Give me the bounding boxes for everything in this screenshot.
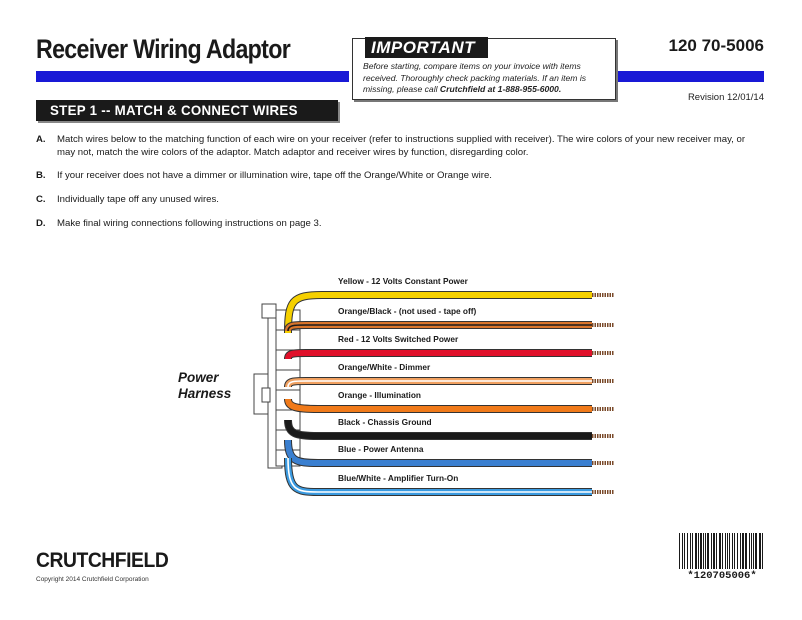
important-phone: Crutchfield at 1-888-955-6000. <box>439 84 562 94</box>
barcode-bar <box>734 533 735 569</box>
wire <box>288 399 592 409</box>
wire-label: Black - Chassis Ground <box>338 417 432 427</box>
barcode-bar <box>727 533 728 569</box>
important-label: IMPORTANT <box>365 37 488 58</box>
barcode-bar <box>692 533 693 569</box>
copyright: Copyright 2014 Crutchfield Corporation <box>36 576 149 583</box>
step-title: STEP 1 -- MATCH & CONNECT WIRES <box>50 102 298 118</box>
barcode-bar <box>762 533 763 569</box>
barcode <box>679 533 765 569</box>
instruction-letter: C. <box>36 194 46 205</box>
document-title: Receiver Wiring Adaptor <box>36 34 291 64</box>
instruction-text: If your receiver does not have a dimmer or illumination wire, tape off the Orange/White or Orange wire. <box>57 170 492 181</box>
wires <box>288 276 614 492</box>
barcode-bar <box>682 533 683 569</box>
revision-date: Revision 12/01/14 <box>687 92 764 103</box>
wire-label: Orange/White - Dimmer <box>338 362 431 372</box>
barcode-bar <box>759 533 761 569</box>
instruction-letter: A. <box>36 134 46 145</box>
barcode-bar <box>716 533 717 569</box>
wire-label: Orange - Illumination <box>338 390 421 400</box>
important-text-plain: Before starting, compare items on your invoice with items received. Thoroughly check packing materials. If an item is missing, please call <box>363 61 587 94</box>
barcode-bar <box>703 533 704 569</box>
wire <box>288 325 592 331</box>
barcode-bar <box>705 533 706 569</box>
wire-label: Orange/Black - (not used - tape off) <box>338 306 477 316</box>
wire <box>288 353 592 359</box>
barcode-bar <box>707 533 709 569</box>
barcode-bar <box>690 533 691 569</box>
barcode-bar <box>732 533 733 569</box>
crutchfield-logo: CRUTCHFIELD <box>36 549 169 572</box>
barcode-bar <box>725 533 726 569</box>
barcode-bar <box>719 533 721 569</box>
instruction-text: Individually tape off any unused wires. <box>57 194 219 205</box>
barcode-bar <box>700 533 702 569</box>
instruction-letter: D. <box>36 218 46 229</box>
wire-label: Red - 12 Volts Switched Power <box>338 334 459 344</box>
wire-outline <box>288 440 592 463</box>
barcode-bar <box>722 533 723 569</box>
barcode-bar <box>749 533 750 569</box>
barcode-bar <box>711 533 712 569</box>
barcode-bar <box>745 533 747 569</box>
barcode-bar <box>713 533 715 569</box>
barcode-bar <box>751 533 752 569</box>
wire <box>288 381 592 387</box>
barcode-text: *120705006* <box>687 570 757 582</box>
wire <box>288 420 592 436</box>
barcode-bar <box>755 533 757 569</box>
harness-label-line2: Harness <box>178 386 232 401</box>
harness-label-line1: Power <box>178 370 219 385</box>
barcode-bar <box>740 533 741 569</box>
barcode-bar <box>687 533 688 569</box>
barcode-bar <box>684 533 685 569</box>
barcode-bar <box>737 533 738 569</box>
barcode-bar <box>753 533 754 569</box>
barcode-bar <box>729 533 730 569</box>
barcode-bar <box>742 533 744 569</box>
barcode-bar <box>679 533 680 569</box>
wire-label: Blue - Power Antenna <box>338 444 424 454</box>
part-number: 120 70-5006 <box>668 36 764 55</box>
wire-label: Blue/White - Amplifier Turn-On <box>338 473 459 483</box>
barcode-bar <box>698 533 699 569</box>
wire-label: Yellow - 12 Volts Constant Power <box>338 276 468 286</box>
instruction-text: Make final wiring connections following instructions on page 3. <box>57 218 322 229</box>
instruction-text: Match wires below to the matching function of each wire on your receiver (refer to instructions supplied with receiver). The wire colors of your new receiver may, or may not, match the wire colors of the adaptor. Match adaptor and receiver wires by function, disregarding color. <box>57 134 746 158</box>
barcode-bar <box>695 533 697 569</box>
instruction-letter: B. <box>36 170 46 181</box>
